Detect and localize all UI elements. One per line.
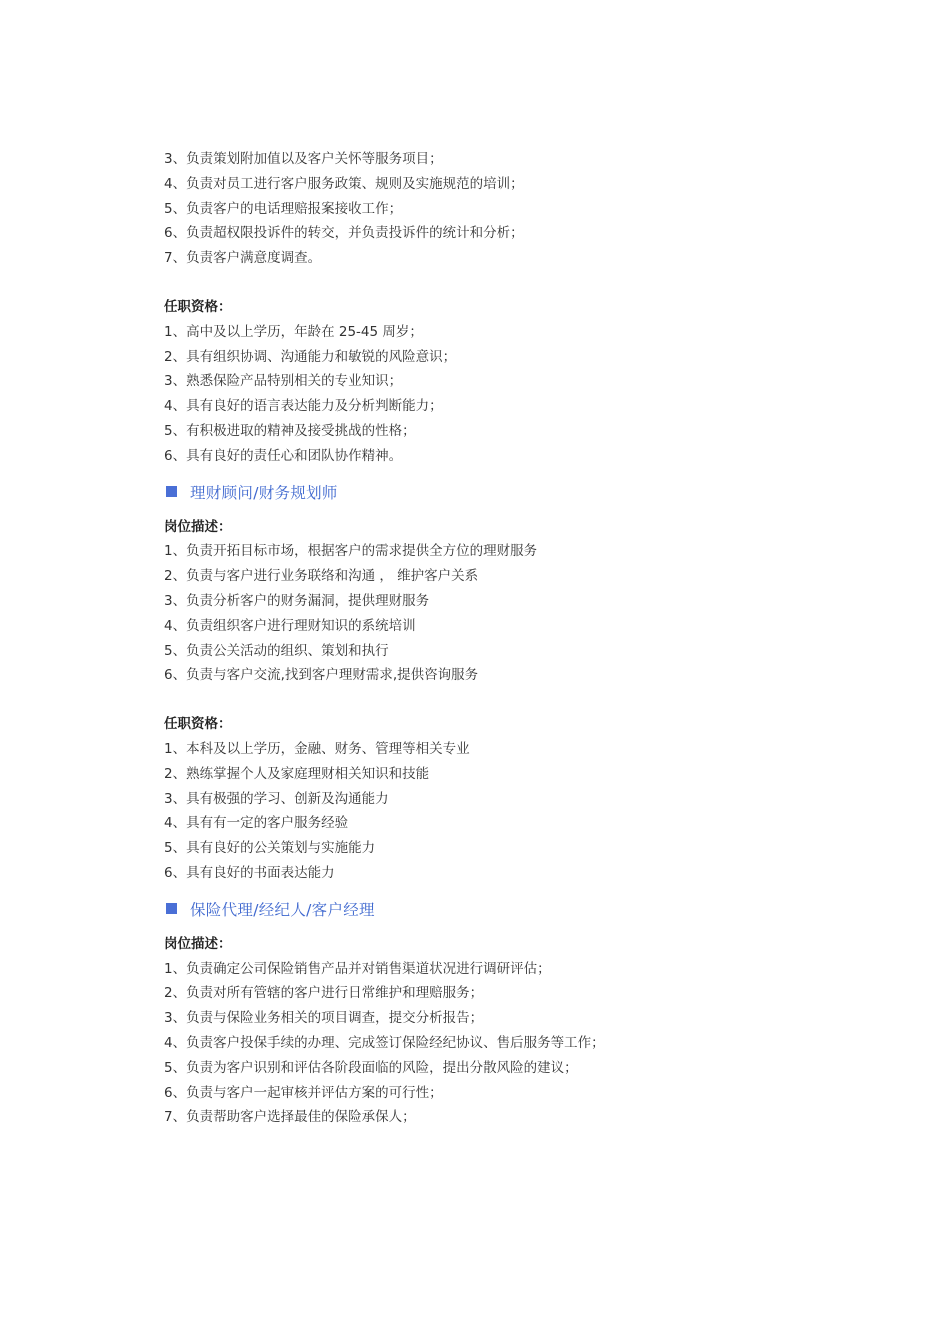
square-bullet-icon: [166, 486, 177, 497]
job-description-list: [164, 539, 884, 688]
list-item: 5、负责为客户识别和评估各阶段面临的风险，提出分散风险的建议；: [164, 1059, 578, 1076]
section-title-text: 保险代理/经纪人/客户经理: [190, 900, 375, 919]
qualification-heading: 任职资格：: [164, 298, 232, 315]
intro-duty-list: [164, 147, 884, 271]
list-item: 3、负责策划附加值以及客户关怀等服务项目；: [164, 151, 443, 167]
list-item: 2、负责与客户进行业务联络和沟通 ， 维护客户关系: [164, 568, 479, 585]
job-description-heading: 岗位描述：: [164, 518, 232, 535]
spacer: [164, 688, 884, 712]
section-title-text: 理财顾问/财务规划师: [190, 483, 338, 502]
job-description-heading: 岗位描述：: [164, 935, 232, 952]
list-item: 2、具有组织协调、沟通能力和敏锐的风险意识；: [164, 348, 457, 365]
list-item: 1、负责确定公司保险销售产品并对销售渠道状况进行调研评估；: [164, 960, 551, 977]
list-item: 7、负责客户满意度调查。: [164, 250, 322, 267]
list-item: 6、具有良好的书面表达能力: [164, 864, 335, 881]
list-item: 6、具有良好的责任心和团队协作精神。: [164, 447, 403, 464]
list-item: 5、有积极进取的精神及接受挑战的性格；: [164, 422, 416, 439]
list-item: 3、负责与保险业务相关的项目调查，提交分析报告；: [164, 1010, 484, 1027]
list-item: 5、负责客户的电话理赔报案接收工作；: [164, 200, 403, 217]
list-item: 2、负责对所有管辖的客户进行日常维护和理赔服务；: [164, 985, 484, 1002]
list-item: 2、熟练掌握个人及家庭理财相关知识和技能: [164, 765, 430, 782]
section-title-insurance-agent: [164, 897, 884, 921]
list-item: 4、负责组织客户进行理财知识的系统培训: [164, 617, 416, 634]
qualification-list: [164, 737, 884, 886]
spacer: [164, 271, 884, 295]
list-item: 3、具有极强的学习、创新及沟通能力: [164, 790, 389, 807]
list-item: 6、负责与客户一起审核并评估方案的可行性；: [164, 1084, 443, 1101]
list-item: 6、负责超权限投诉件的转交，并负责投诉件的统计和分析；: [164, 225, 524, 242]
list-item: 1、高中及以上学历，年龄在 25-45 周岁；: [164, 323, 423, 340]
list-item: 1、负责开拓目标市场，根据客户的需求提供全方位的理财服务: [164, 543, 538, 560]
document-page: [164, 147, 884, 1130]
list-item: 4、具有良好的语言表达能力及分析判断能力；: [164, 398, 443, 415]
intro-qualification-list: [164, 320, 884, 469]
list-item: 5、具有良好的公关策划与实施能力: [164, 840, 376, 857]
list-item: 3、熟悉保险产品特别相关的专业知识；: [164, 373, 403, 390]
section-title-financial-advisor: [164, 480, 884, 504]
list-item: 5、负责公关活动的组织、策划和执行: [164, 642, 389, 659]
list-item: 3、负责分析客户的财务漏洞，提供理财服务: [164, 592, 430, 609]
square-bullet-icon: [166, 903, 177, 914]
job-description-list: [164, 957, 884, 1131]
list-item: 7、负责帮助客户选择最佳的保险承保人；: [164, 1109, 416, 1126]
list-item: 1、本科及以上学历，金融、财务、管理等相关专业: [164, 740, 470, 757]
list-item: 4、负责客户投保手续的办理、完成签订保险经纪协议、售后服务等工作；: [164, 1034, 605, 1051]
list-item: 4、具有有一定的客户服务经验: [164, 815, 349, 832]
list-item: 6、负责与客户交流,找到客户理财需求,提供咨询服务: [164, 667, 479, 684]
qualification-heading: 任职资格：: [164, 716, 232, 733]
list-item: 4、负责对员工进行客户服务政策、规则及实施规范的培训；: [164, 175, 524, 192]
